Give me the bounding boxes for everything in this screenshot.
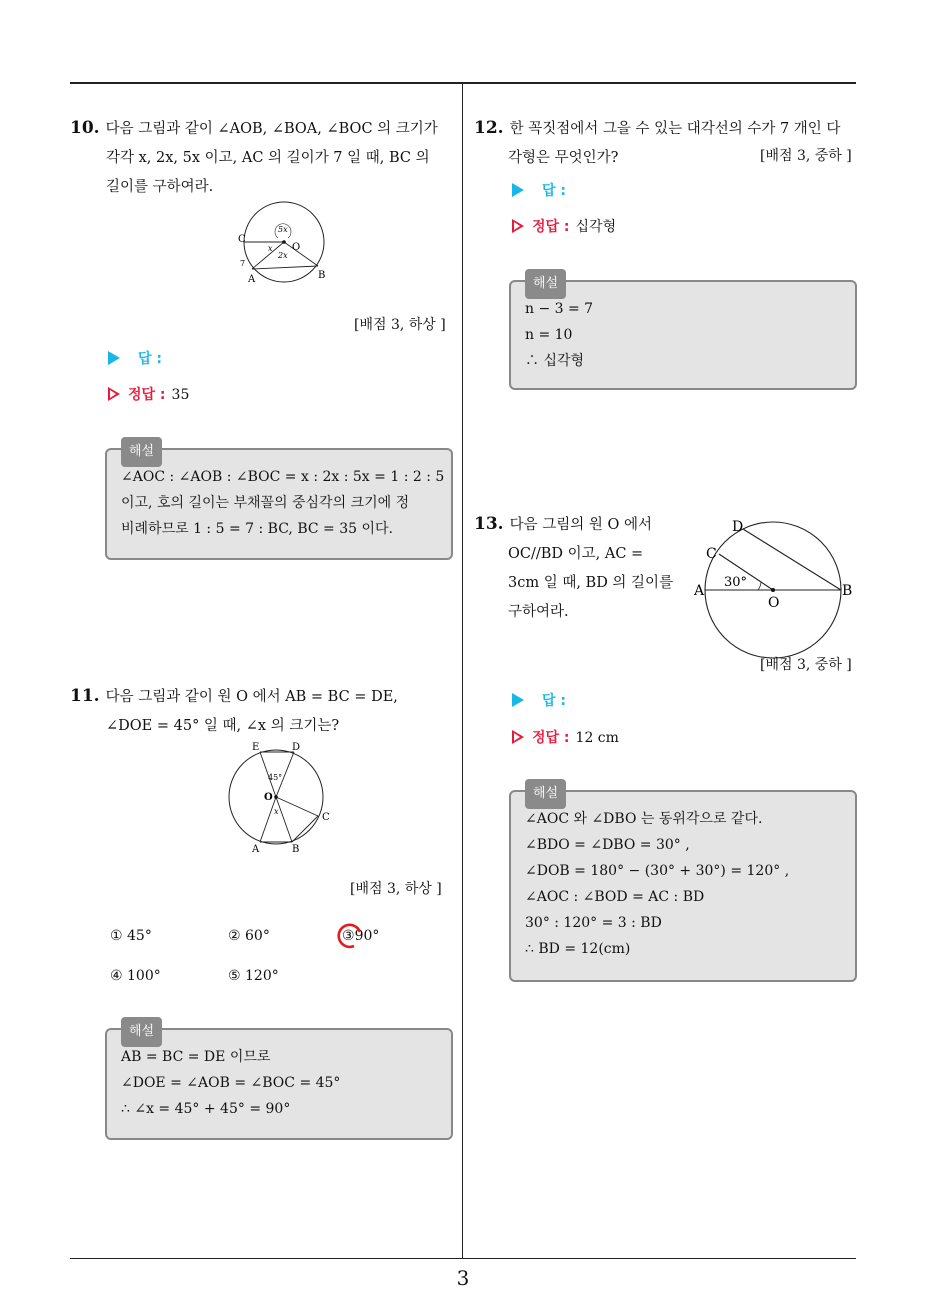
- top-rule: [70, 82, 856, 84]
- choice-2[interactable]: ② 60°: [228, 928, 270, 944]
- explanation-line: AB = BC = DE 이므로: [121, 1049, 271, 1065]
- figure-label: 7: [240, 259, 246, 268]
- question-line: 각각 x, 2x, 5x 이고, AC 의 길이가 7 일 때, BC 의: [106, 150, 430, 166]
- question-line: 다음 그림과 같이 ∠AOB, ∠BOA, ∠BOC 의 크기가: [105, 121, 438, 137]
- question-13-text: [474, 510, 684, 627]
- q11-circle-figure: [226, 740, 338, 854]
- selected-circle-mark: [336, 922, 364, 950]
- choice-4[interactable]: ④ 100°: [110, 968, 161, 984]
- figure-label: 2x: [278, 251, 288, 260]
- outline-triangle-icon: [108, 387, 120, 401]
- score-label: [배점 3, 중하 ]: [760, 657, 852, 673]
- figure-label: x: [274, 807, 279, 816]
- figure-label: A: [694, 583, 705, 599]
- question-10-text: [70, 114, 460, 202]
- figure-label: x: [268, 244, 273, 253]
- explanation-line: 비례하므로 1 : 5 = 7 : BC, BC = 35 이다.: [121, 521, 393, 537]
- correct-label: 정답 :: [532, 219, 570, 235]
- explanation-line: ∠AOC : ∠AOB : ∠BOC = x : 2x : 5x = 1 : 2 : 5: [121, 469, 445, 485]
- explanation-line: n − 3 = 7: [525, 301, 594, 317]
- correct-answer-row: [108, 384, 189, 404]
- question-number: 11.: [70, 686, 100, 706]
- figure-label: D: [292, 742, 301, 753]
- explanation-line: 이고, 호의 길이는 부채꼴의 중심각의 크기에 정: [121, 495, 410, 511]
- play-icon: [512, 693, 524, 707]
- answer-input-row[interactable]: [512, 180, 566, 200]
- answer-input-row[interactable]: [108, 348, 162, 368]
- explanation-line: ∠DOE = ∠AOB = ∠BOC = 45°: [121, 1075, 341, 1091]
- explanation-box: [509, 276, 857, 390]
- question-11-text: [70, 682, 460, 741]
- answer-label: 답 :: [542, 693, 566, 709]
- question-line: OC//BD 이고, AC =: [508, 546, 644, 562]
- correct-answer-row: [512, 727, 619, 747]
- explanation-box: [509, 786, 857, 982]
- question-line: 각형은 무엇인가?: [508, 150, 619, 166]
- play-icon: [512, 183, 524, 197]
- choice-3-value: 90°: [354, 928, 380, 944]
- question-line: 구하여라.: [508, 604, 569, 620]
- question-13: [474, 510, 684, 627]
- choice-3[interactable]: [342, 928, 379, 944]
- correct-answer-value: 십각형: [575, 219, 617, 235]
- figure-label: O: [292, 242, 301, 253]
- question-11: [70, 682, 460, 741]
- figure-label: C: [706, 546, 717, 562]
- figure-label: 5x: [278, 225, 288, 234]
- correct-answer-value: 12 cm: [575, 730, 619, 746]
- explanation-line: ∠DOB = 180° − (30° + 30°) = 120° ,: [525, 863, 790, 879]
- answer-label: 답 :: [542, 183, 566, 199]
- play-icon: [108, 351, 120, 365]
- figure-label: 45°: [268, 773, 283, 782]
- question-line: 3cm 일 때, BD 의 길이를: [508, 575, 674, 591]
- question-number: 10.: [70, 118, 100, 138]
- explanation-tag: 해설: [121, 1017, 162, 1047]
- explanation-line: ∠BDO = ∠DBO = 30° ,: [525, 837, 690, 853]
- question-line: 한 꼭짓점에서 그을 수 있는 대각선의 수가 7 개인 다: [509, 121, 841, 137]
- figure-label: A: [248, 274, 256, 285]
- answer-label: 답 :: [138, 351, 162, 367]
- choice-3-number: ③: [342, 928, 355, 944]
- outline-triangle-icon: [512, 730, 524, 744]
- explanation-tag: 해설: [525, 269, 566, 299]
- column-divider: [462, 83, 463, 1259]
- explanation-line: ∴ BD = 12(cm): [525, 941, 631, 957]
- score-label: [배점 3, 하상 ]: [350, 881, 442, 897]
- q13-circle-figure: [692, 514, 862, 662]
- explanation-line: n = 10: [525, 327, 573, 343]
- figure-label: B: [318, 270, 326, 281]
- figure-label: O: [768, 595, 780, 611]
- question-10: [70, 114, 460, 202]
- figure-label: B: [292, 844, 300, 854]
- explanation-line: ∴ ∠x = 45° + 45° = 90°: [121, 1101, 291, 1117]
- figure-label: C: [322, 812, 330, 823]
- correct-label: 정답 :: [532, 730, 570, 746]
- figure-label: D: [732, 519, 744, 535]
- choice-5[interactable]: ⑤ 120°: [228, 968, 279, 984]
- bottom-rule: [70, 1258, 856, 1259]
- score-label: [배점 3, 중하 ]: [760, 148, 852, 164]
- score-label: [배점 3, 하상 ]: [354, 317, 446, 333]
- question-line: 다음 그림과 같이 원 O 에서 AB = BC = DE,: [105, 689, 398, 705]
- explanation-tag: 해설: [121, 437, 162, 467]
- question-line: 길이를 구하여라.: [106, 179, 214, 195]
- explanation-line: 30° : 120° = 3 : BD: [525, 915, 662, 931]
- question-line: ∠DOE = 45° 일 때, ∠x 의 크기는?: [106, 718, 340, 734]
- correct-answer-row: [512, 216, 616, 236]
- question-number: 13.: [474, 514, 504, 534]
- figure-label: O: [264, 792, 273, 803]
- question-line: 다음 그림의 원 O 에서: [509, 517, 652, 533]
- figure-label: A: [252, 844, 260, 854]
- correct-label: 정답 :: [128, 387, 166, 403]
- explanation-line: ∠AOC 와 ∠DBO 는 동위각으로 같다.: [525, 811, 763, 827]
- explanation-box: [105, 1024, 453, 1140]
- correct-answer-value: 35: [171, 387, 190, 403]
- explanation-line: ∴ 십각형: [525, 353, 585, 369]
- answer-input-row[interactable]: [512, 690, 566, 710]
- figure-label: B: [842, 583, 853, 599]
- figure-label: E: [252, 742, 260, 753]
- page-number: 3: [456, 1266, 470, 1290]
- choice-1[interactable]: ① 45°: [110, 928, 152, 944]
- explanation-line: ∠AOC : ∠BOD = AC : BD: [525, 889, 705, 905]
- q10-circle-figure: [230, 198, 330, 286]
- question-number: 12.: [474, 118, 504, 138]
- figure-label: C: [238, 234, 246, 245]
- explanation-tag: 해설: [525, 779, 566, 809]
- figure-label: 30°: [724, 575, 748, 590]
- explanation-box: [105, 444, 453, 560]
- outline-triangle-icon: [512, 219, 524, 233]
